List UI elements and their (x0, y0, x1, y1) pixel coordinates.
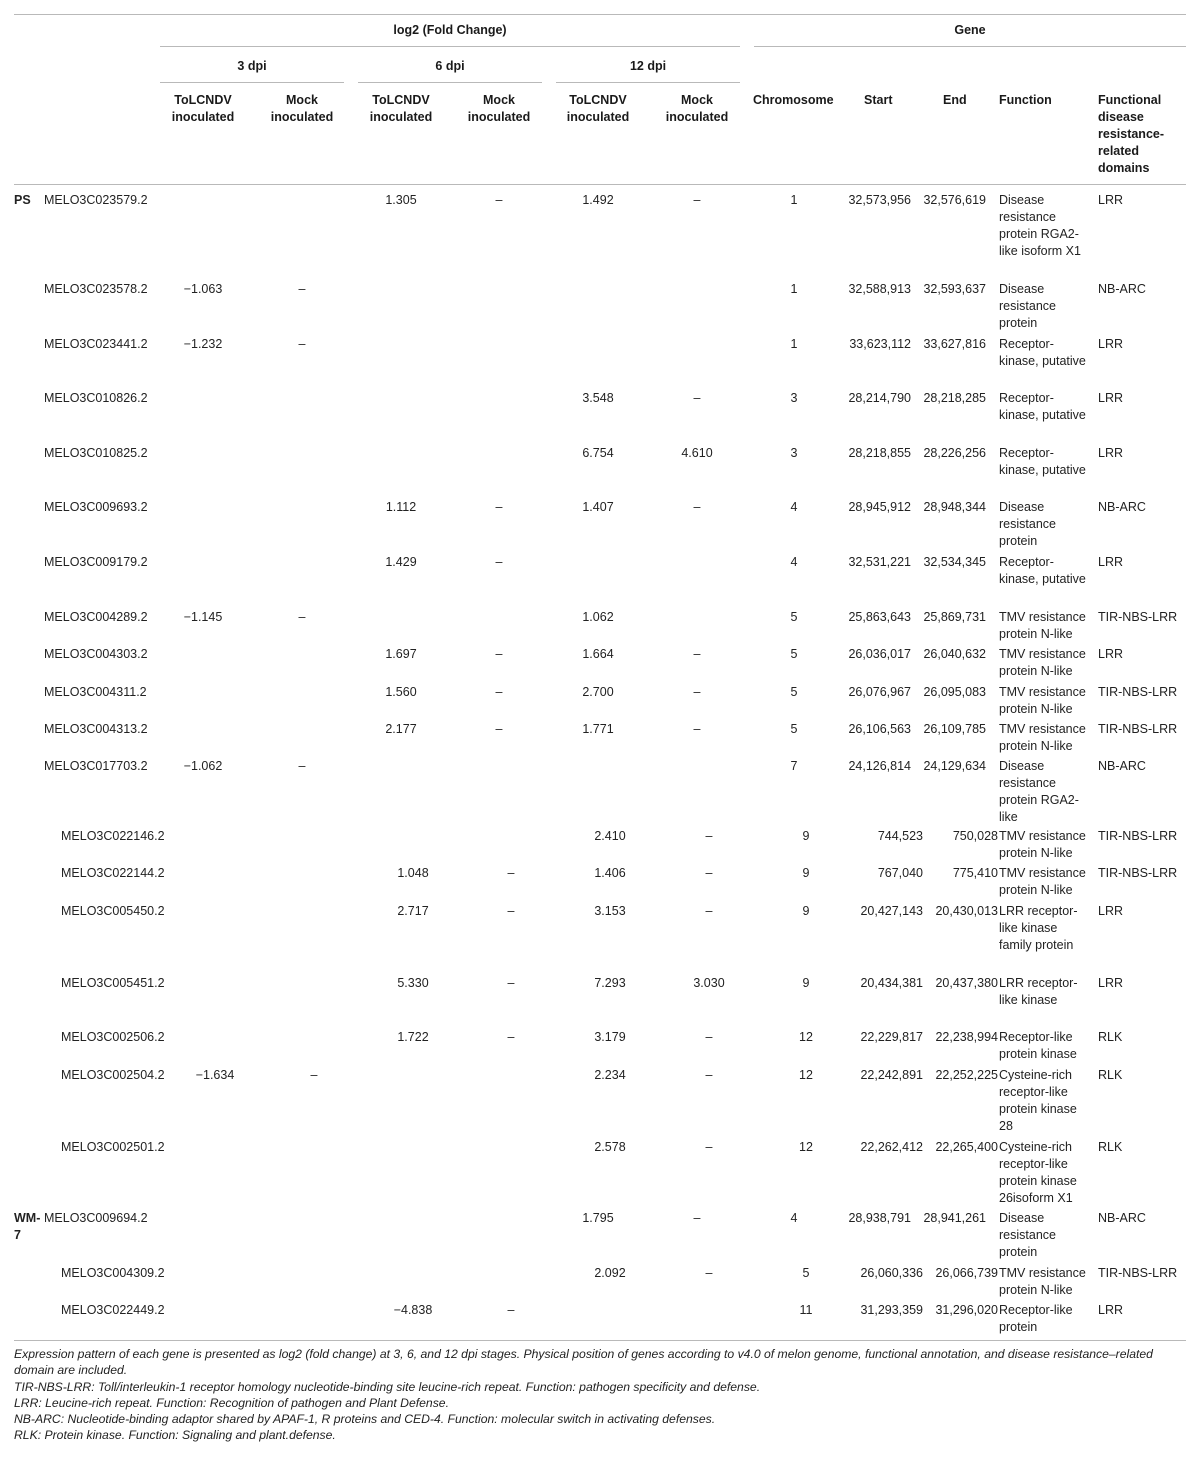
start-value: 28,945,912 (848, 500, 911, 514)
end-value: 22,265,400 (935, 1140, 998, 1154)
start-value: 26,076,967 (848, 685, 911, 699)
header-mock-3dpi: Mock inoculated (270, 93, 334, 124)
rule-6dpi (358, 82, 542, 83)
start-value: 28,214,790 (848, 391, 911, 405)
start-value: 32,531,221 (848, 555, 911, 569)
end-value: 33,627,816 (923, 337, 986, 351)
end-value: 20,437,380 (935, 976, 998, 990)
function-value: TMV resistance protein N-like (999, 610, 1086, 641)
mock-12dpi-value: – (705, 1068, 713, 1082)
function-value: TMV resistance protein N-like (999, 722, 1086, 753)
chromosome-value: 9 (802, 976, 810, 990)
footnote: LRR: Leucine-rich repeat. Function: Recognition of pathogen and Plant Defense. (14, 1395, 449, 1410)
tolcndv-3dpi-value: −1.634 (195, 1068, 235, 1082)
header-gene: Gene (954, 23, 986, 37)
gene-id: MELO3C004303.2 (44, 647, 148, 661)
end-value: 32,593,637 (923, 282, 986, 296)
mock-6dpi-value: – (507, 976, 515, 990)
mock-12dpi-value: 3.030 (693, 976, 725, 990)
tolcndv-6dpi-value: 1.305 (385, 193, 417, 207)
function-value: Cysteine-rich receptor-like protein kinase 26isoform X1 (999, 1140, 1077, 1205)
end-value: 32,534,345 (923, 555, 986, 569)
domain-value: TIR-NBS-LRR (1098, 685, 1178, 699)
tolcndv-12dpi-value: 1.795 (582, 1211, 614, 1225)
gene-id: MELO3C004313.2 (44, 722, 148, 736)
domain-value: RLK (1098, 1068, 1123, 1082)
chromosome-value: 5 (790, 610, 798, 624)
domain-value: NB-ARC (1098, 759, 1146, 773)
gene-id: MELO3C002504.2 (61, 1068, 165, 1082)
domain-value: TIR-NBS-LRR (1098, 722, 1178, 736)
gene-id: MELO3C005450.2 (61, 904, 165, 918)
tolcndv-12dpi-value: 3.548 (582, 391, 614, 405)
tolcndv-6dpi-value: 1.560 (385, 685, 417, 699)
chromosome-value: 4 (790, 555, 798, 569)
rule-3dpi (160, 82, 344, 83)
mock-12dpi-value: 4.610 (681, 446, 713, 460)
end-value: 31,296,020 (935, 1303, 998, 1317)
gene-id: MELO3C022449.2 (61, 1303, 165, 1317)
mock-12dpi-value: – (705, 866, 713, 880)
domain-value: LRR (1098, 446, 1124, 460)
tolcndv-12dpi-value: 3.179 (594, 1030, 626, 1044)
tolcndv-12dpi-value: 1.664 (582, 647, 614, 661)
header-end: End (943, 93, 967, 107)
mock-12dpi-value: – (693, 1211, 701, 1225)
function-value: Receptor-kinase, putative (999, 555, 1086, 586)
end-value: 26,095,083 (923, 685, 986, 699)
tolcndv-6dpi-value: 1.429 (385, 555, 417, 569)
start-value: 744,523 (877, 829, 923, 843)
end-value: 26,109,785 (923, 722, 986, 736)
header-12dpi: 12 dpi (629, 59, 667, 73)
footnote: Expression pattern of each gene is presented as log2 (fold change) at 3, 6, and 12 dpi stages. Physical position of genes according to v4.0 of melon genome, functional annotation, and disease resistance–related domain are included. (14, 1347, 1153, 1378)
function-value: TMV resistance protein N-like (999, 685, 1086, 716)
start-value: 25,863,643 (848, 610, 911, 624)
start-value: 26,060,336 (860, 1266, 923, 1280)
mock-3dpi-value: – (298, 337, 306, 351)
gene-id: MELO3C010825.2 (44, 446, 148, 460)
start-value: 767,040 (877, 866, 923, 880)
tolcndv-12dpi-value: 1.062 (582, 610, 614, 624)
end-value: 28,218,285 (923, 391, 986, 405)
table-bottom-rule (14, 1340, 1186, 1341)
footnote: NB-ARC: Nucleotide-binding adaptor shared by APAF-1, R proteins and CED-4. Function: molecular switch in activating defenses. (14, 1412, 716, 1427)
mock-12dpi-value: – (693, 647, 701, 661)
end-value: 25,869,731 (923, 610, 986, 624)
chromosome-value: 1 (790, 193, 798, 207)
domain-value: NB-ARC (1098, 1211, 1146, 1225)
end-value: 26,066,739 (935, 1266, 998, 1280)
function-value: Receptor-like protein kinase (999, 1030, 1077, 1061)
chromosome-value: 1 (790, 282, 798, 296)
tolcndv-12dpi-value: 2.410 (594, 829, 626, 843)
tolcndv-12dpi-value: 7.293 (594, 976, 626, 990)
domain-value: LRR (1098, 555, 1124, 569)
gene-id: MELO3C010826.2 (44, 391, 148, 405)
domain-value: TIR-NBS-LRR (1098, 1266, 1178, 1280)
function-value: LRR receptor-like kinase family protein (999, 904, 1078, 952)
header-chromosome: Chromosome (753, 93, 834, 107)
function-value: Cysteine-rich receptor-like protein kinase 28 (999, 1068, 1077, 1133)
chromosome-value: 11 (799, 1303, 813, 1317)
tolcndv-12dpi-value: 1.492 (582, 193, 614, 207)
chromosome-value: 12 (799, 1068, 813, 1082)
gene-id: MELO3C002506.2 (61, 1030, 165, 1044)
domain-value: TIR-NBS-LRR (1098, 829, 1178, 843)
mock-12dpi-value: – (693, 722, 701, 736)
tolcndv-6dpi-value: 2.177 (385, 722, 417, 736)
chromosome-value: 4 (790, 1211, 798, 1225)
header-tolcndv-12dpi: ToLCNDV inoculated (566, 93, 630, 124)
mock-3dpi-value: – (298, 759, 306, 773)
gene-id: MELO3C023441.2 (44, 337, 148, 351)
rule-log2-span (160, 46, 740, 47)
mock-6dpi-value: – (507, 1303, 515, 1317)
gene-id: MELO3C002501.2 (61, 1140, 165, 1154)
gene-id: MELO3C009694.2 (44, 1211, 148, 1225)
header-6dpi: 6 dpi (435, 59, 465, 73)
mock-6dpi-value: – (495, 647, 503, 661)
mock-12dpi-value: – (693, 500, 701, 514)
function-value: TMV resistance protein N-like (999, 866, 1086, 897)
start-value: 22,229,817 (860, 1030, 923, 1044)
rule-gene-span (754, 46, 1186, 47)
tolcndv-6dpi-value: 1.112 (385, 500, 417, 514)
domain-value: LRR (1098, 976, 1124, 990)
mock-12dpi-value: – (705, 829, 713, 843)
start-value: 20,434,381 (860, 976, 923, 990)
header-tolcndv-6dpi: ToLCNDV inoculated (369, 93, 433, 124)
end-value: 20,430,013 (935, 904, 998, 918)
function-value: Receptor-kinase, putative (999, 337, 1086, 368)
domain-value: RLK (1098, 1030, 1123, 1044)
end-value: 28,948,344 (923, 500, 986, 514)
domain-value: NB-ARC (1098, 282, 1146, 296)
function-value: Disease resistance protein (999, 1211, 1056, 1259)
tolcndv-6dpi-value: 2.717 (397, 904, 429, 918)
start-value: 33,623,112 (849, 337, 911, 351)
gene-id: MELO3C023578.2 (44, 282, 148, 296)
domain-value: NB-ARC (1098, 500, 1146, 514)
function-value: Receptor-like protein (999, 1303, 1073, 1334)
chromosome-value: 3 (790, 446, 798, 460)
tolcndv-6dpi-value: 1.722 (397, 1030, 429, 1044)
start-value: 24,126,814 (848, 759, 911, 773)
tolcndv-6dpi-value: 5.330 (397, 976, 429, 990)
chromosome-value: 4 (790, 500, 798, 514)
chromosome-value: 5 (790, 722, 798, 736)
rule-12dpi (556, 82, 740, 83)
tolcndv-12dpi-value: 3.153 (594, 904, 626, 918)
end-value: 26,040,632 (923, 647, 986, 661)
header-log2-fold-change: log2 (Fold Change) (393, 23, 507, 37)
header-function: Function (999, 93, 1052, 107)
mock-3dpi-value: – (310, 1068, 318, 1082)
table-footnotes (14, 1346, 1186, 1444)
start-value: 32,588,913 (848, 282, 911, 296)
mock-6dpi-value: – (495, 722, 503, 736)
end-value: 28,226,256 (923, 446, 986, 460)
function-value: TMV resistance protein N-like (999, 1266, 1086, 1297)
domain-value: TIR-NBS-LRR (1098, 866, 1178, 880)
gene-id: MELO3C005451.2 (61, 976, 165, 990)
domain-value: LRR (1098, 391, 1124, 405)
tolcndv-12dpi-value: 1.771 (582, 722, 614, 736)
domain-value: LRR (1098, 193, 1124, 207)
end-value: 24,129,634 (923, 759, 986, 773)
start-value: 28,938,791 (848, 1211, 911, 1225)
header-mock-12dpi: Mock inoculated (665, 93, 729, 124)
start-value: 32,573,956 (848, 193, 911, 207)
function-value: Disease resistance protein RGA2-like (999, 759, 1079, 824)
mock-6dpi-value: – (507, 904, 515, 918)
tolcndv-6dpi-value: 1.048 (397, 866, 429, 880)
header-start: Start (864, 93, 893, 107)
tolcndv-3dpi-value: −1.232 (183, 337, 223, 351)
domain-value: RLK (1098, 1140, 1123, 1154)
end-value: 28,941,261 (923, 1211, 986, 1225)
chromosome-value: 5 (790, 647, 798, 661)
mock-6dpi-value: – (495, 193, 503, 207)
header-bottom-rule (14, 184, 1186, 185)
row-group-label: WM-7 (14, 1211, 41, 1242)
chromosome-value: 12 (799, 1030, 813, 1044)
domain-value: LRR (1098, 1303, 1124, 1317)
mock-12dpi-value: – (705, 1140, 713, 1154)
end-value: 22,238,994 (935, 1030, 998, 1044)
mock-6dpi-value: – (507, 1030, 515, 1044)
tolcndv-12dpi-value: 2.092 (594, 1266, 626, 1280)
tolcndv-12dpi-value: 1.406 (594, 866, 626, 880)
tolcndv-12dpi-value: 2.700 (582, 685, 614, 699)
mock-12dpi-value: – (705, 1030, 713, 1044)
gene-id: MELO3C004311.2 (44, 685, 147, 699)
mock-12dpi-value: – (693, 391, 701, 405)
mock-6dpi-value: – (495, 555, 503, 569)
mock-12dpi-value: – (705, 904, 713, 918)
domain-value: TIR-NBS-LRR (1098, 610, 1178, 624)
end-value: 750,028 (952, 829, 998, 843)
tolcndv-12dpi-value: 6.754 (582, 446, 614, 460)
footnote: RLK: Protein kinase. Function: Signaling and plant.defense. (14, 1428, 336, 1443)
gene-id: MELO3C022144.2 (61, 866, 165, 880)
tolcndv-6dpi-value: −4.838 (393, 1303, 433, 1317)
gene-id: MELO3C023579.2 (44, 193, 148, 207)
tolcndv-3dpi-value: −1.062 (183, 759, 223, 773)
chromosome-value: 1 (790, 337, 798, 351)
mock-12dpi-value: – (693, 193, 701, 207)
mock-3dpi-value: – (298, 610, 306, 624)
tolcndv-6dpi-value: 1.697 (385, 647, 417, 661)
chromosome-value: 9 (802, 866, 810, 880)
header-mock-6dpi: Mock inoculated (467, 93, 531, 124)
mock-12dpi-value: – (705, 1266, 713, 1280)
mock-6dpi-value: – (507, 866, 515, 880)
function-value: Receptor-kinase, putative (999, 446, 1086, 477)
tolcndv-12dpi-value: 2.578 (594, 1140, 626, 1154)
table-top-rule (14, 14, 1186, 15)
domain-value: LRR (1098, 337, 1124, 351)
start-value: 22,242,891 (860, 1068, 923, 1082)
function-value: TMV resistance protein N-like (999, 829, 1086, 860)
gene-id: MELO3C009693.2 (44, 500, 148, 514)
chromosome-value: 3 (790, 391, 798, 405)
gene-id: MELO3C022146.2 (61, 829, 165, 843)
header-domains: Functional disease resistance-related domains (1098, 93, 1165, 175)
start-value: 26,036,017 (848, 647, 911, 661)
function-value: LRR receptor-like kinase (999, 976, 1078, 1007)
start-value: 20,427,143 (860, 904, 923, 918)
end-value: 775,410 (952, 866, 998, 880)
function-value: Disease resistance protein (999, 282, 1056, 330)
domain-value: LRR (1098, 647, 1124, 661)
tolcndv-3dpi-value: −1.063 (183, 282, 223, 296)
footnote: TIR-NBS-LRR: Toll/interleukin-1 receptor homology nucleotide-binding site leucine-rich repeat. Function: pathogen specificity and defense. (14, 1379, 761, 1394)
start-value: 26,106,563 (848, 722, 911, 736)
gene-id: MELO3C017703.2 (44, 759, 148, 773)
mock-6dpi-value: – (495, 685, 503, 699)
start-value: 22,262,412 (860, 1140, 923, 1154)
end-value: 32,576,619 (923, 193, 986, 207)
gene-id: MELO3C009179.2 (44, 555, 148, 569)
gene-id: MELO3C004289.2 (44, 610, 148, 624)
start-value: 28,218,855 (848, 446, 911, 460)
mock-3dpi-value: – (298, 282, 306, 296)
mock-6dpi-value: – (495, 500, 503, 514)
chromosome-value: 5 (790, 685, 798, 699)
row-group-label: PS (14, 193, 31, 207)
gene-id: MELO3C004309.2 (61, 1266, 165, 1280)
function-value: Disease resistance protein RGA2-like isoform X1 (999, 193, 1081, 258)
domain-value: LRR (1098, 904, 1124, 918)
chromosome-value: 5 (802, 1266, 810, 1280)
mock-12dpi-value: – (693, 685, 701, 699)
tolcndv-3dpi-value: −1.145 (183, 610, 223, 624)
function-value: Receptor-kinase, putative (999, 391, 1086, 422)
header-3dpi: 3 dpi (237, 59, 267, 73)
end-value: 22,252,225 (935, 1068, 998, 1082)
function-value: Disease resistance protein (999, 500, 1056, 548)
tolcndv-12dpi-value: 1.407 (582, 500, 614, 514)
chromosome-value: 9 (802, 829, 810, 843)
chromosome-value: 12 (799, 1140, 813, 1154)
chromosome-value: 9 (802, 904, 810, 918)
header-tolcndv-3dpi: ToLCNDV inoculated (171, 93, 235, 124)
function-value: TMV resistance protein N-like (999, 647, 1086, 678)
chromosome-value: 7 (790, 759, 798, 773)
tolcndv-12dpi-value: 2.234 (594, 1068, 626, 1082)
start-value: 31,293,359 (860, 1303, 923, 1317)
